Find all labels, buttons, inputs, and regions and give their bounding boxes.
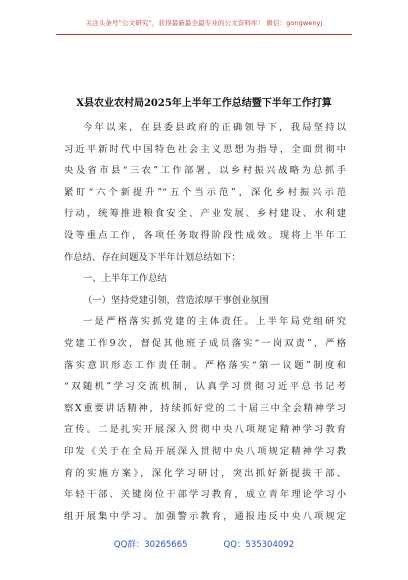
document-body	[64, 117, 346, 527]
promo-banner: 关注头条号“公文研究”，获得最新最全最专业的公文资料库！ 微信：gongwenyj	[85, 19, 323, 27]
paragraph-line: “双随机”学习交流机制，认真学习贯彻习近平总书记考	[64, 381, 346, 393]
paragraph-line: 今年以来，在县委县政府的正确领导下，我局坚持以	[83, 122, 346, 133]
document-title: X县农业农村局2025年上半年工作总结暨下半年工作打算	[76, 98, 332, 109]
paragraph-line: 紧盯“六个新提升”“五个当示范”，深化乡村振兴示范	[64, 186, 346, 198]
paragraph-line: 年轻干部、关键岗位干部学习教育，成立青年理论学习小	[64, 489, 346, 501]
paragraph-line: 习近平新时代中国特色社会主义思想为指导，全面贯彻中	[64, 143, 346, 155]
subsection-heading: （一）坚持党建引领，营造浓厚干事创业氛围	[83, 294, 269, 306]
section-heading: 一、上半年工作总结	[83, 273, 167, 285]
paragraph-line: 印发《关于在全局开展深入贯彻中央八项规定精神学习教	[64, 445, 346, 457]
paragraph-line: 察X重要讲话精神，持续抓好党的二十届三中全会精神学习	[64, 402, 346, 414]
paragraph-line: 组开展集中学习。加强警示教育，通报违反中央八项规定	[64, 510, 346, 522]
paragraph-line: 一是严格落实抓党建的主体责任。上半年局党组研究	[83, 316, 346, 328]
contact-footer	[0, 538, 408, 550]
paragraph-line: 设等重点工作，各项任务取得阶段性成效。现将上半年工	[64, 229, 346, 241]
paragraph-line: 宣传。二是扎实开展深入贯彻中央八项规定精神学习教育	[64, 424, 346, 436]
qq-contact-text: QQ：535304092	[223, 540, 295, 550]
banner-divider	[56, 34, 352, 35]
paragraph-line: 党建工作9次，督促其他班子成员落实“一岗双责”，严格	[64, 337, 346, 349]
paragraph-line: 作总结、存在问题及下半年计划总结如下：	[64, 251, 241, 263]
paragraph-line: 落实意识形态工作责任制。严格落实“第一议题”制度和	[64, 359, 346, 371]
paragraph-line: 行动，统筹推进粮食安全、产业发展、乡村建设、水利建	[64, 208, 346, 220]
paragraph-line: 育的实施方案》，深化学习研讨，突出抓好新提拔干部、	[64, 467, 346, 479]
paragraph-line: 央及省市县“三农”工作部署，以乡村振兴战略为总抓手	[64, 165, 346, 177]
qq-group-text: QQ群：30265665	[113, 540, 188, 550]
